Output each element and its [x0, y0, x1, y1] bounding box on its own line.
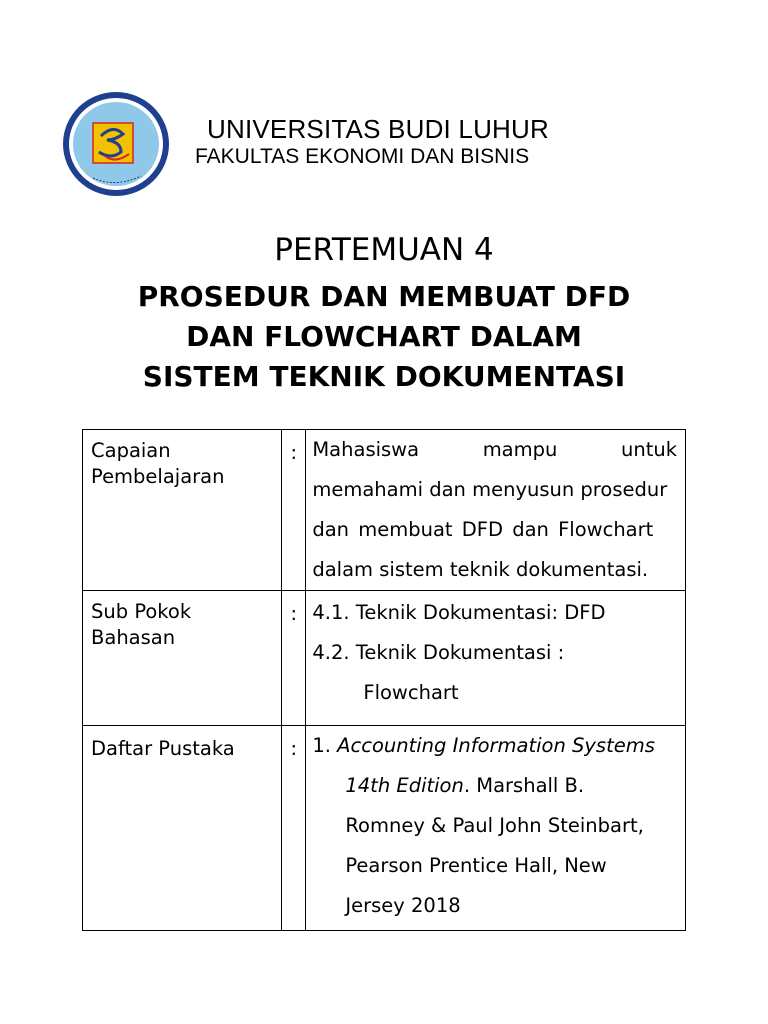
- reference-title: 14th Edition: [345, 774, 464, 797]
- colon: :: [290, 602, 298, 625]
- colon-cell: [282, 726, 306, 931]
- title-line: SISTEM TEKNIK DOKUMENTASI: [142, 360, 626, 393]
- content-line: memahami dan menyusun prosedur: [312, 478, 668, 501]
- row-label: Daftar Pustaka: [91, 737, 235, 760]
- faculty-name: FAKULTAS EKONOMI DAN BISNIS: [195, 145, 530, 168]
- reference-line: Romney & Paul John Steinbart,: [345, 814, 644, 837]
- university-name: UNIVERSITAS BUDI LUHUR: [207, 114, 549, 144]
- word: mampu: [482, 438, 558, 461]
- title-line: DAN FLOWCHART DALAM: [186, 320, 582, 353]
- row-label: Capaian: [91, 439, 171, 462]
- word: Mahasiswa: [312, 438, 420, 461]
- table-row: [83, 430, 686, 591]
- content-line: dan membuat DFD dan Flowchart: [312, 518, 654, 541]
- reference-authors: . Marshall B.: [463, 774, 585, 797]
- table-row: [83, 591, 686, 726]
- colon-cell: [282, 591, 306, 726]
- row-label-cell: [83, 726, 282, 931]
- info-table: [82, 429, 686, 931]
- topic-item: 4.1. Teknik Dokumentasi: DFD: [312, 601, 606, 624]
- row-label: Sub Pokok: [91, 600, 192, 623]
- reference-line: Jersey 2018: [345, 894, 461, 917]
- topic-item: 4.2. Teknik Dokumentasi :: [312, 641, 565, 664]
- university-logo: [61, 90, 171, 198]
- row-label: Bahasan: [91, 626, 176, 649]
- content-line: [312, 430, 677, 470]
- document-title: [0, 277, 768, 397]
- row-label-cell: [83, 430, 282, 591]
- row-label-cell: [83, 591, 282, 726]
- reference-number: 1.: [312, 734, 338, 757]
- reference-title: Accounting Information Systems: [337, 734, 655, 757]
- reference-line: [312, 726, 677, 766]
- reference-line: [312, 766, 677, 806]
- colon: :: [290, 441, 298, 464]
- reference-line: Pearson Prentice Hall, New: [345, 854, 607, 877]
- colon: :: [290, 737, 298, 760]
- row-content-cell: [306, 726, 686, 931]
- row-label: Pembelajaran: [91, 465, 225, 488]
- content-line: dalam sistem teknik dokumentasi.: [312, 558, 649, 581]
- row-content-cell: [306, 430, 686, 591]
- word: untuk: [620, 438, 677, 461]
- topic-item-continuation: Flowchart: [363, 681, 459, 704]
- row-content-cell: [306, 591, 686, 726]
- meeting-number: PERTEMUAN 4: [274, 232, 494, 268]
- title-line: PROSEDUR DAN MEMBUAT DFD: [137, 280, 631, 313]
- colon-cell: [282, 430, 306, 591]
- table-row: [83, 726, 686, 931]
